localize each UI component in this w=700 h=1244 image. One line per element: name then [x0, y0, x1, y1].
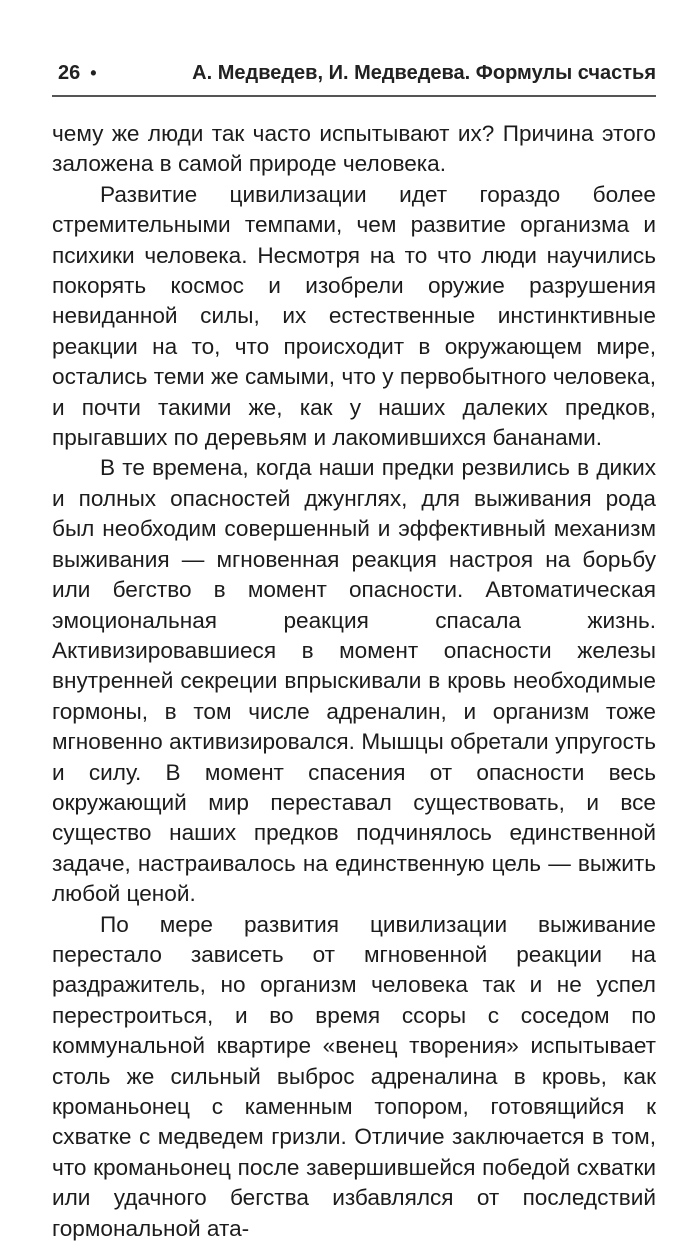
page-header: [52, 62, 656, 97]
header-bullet: •: [90, 63, 97, 83]
paragraph: чему же люди так часто испытывают их? Причина этого заложена в самой природе человека.: [52, 121, 656, 177]
paragraph: В те времена, когда наши предки резвились в диких и полных опасностей джунглях, для выживания рода был необходим совершенный и эффективный механизм выживания — мгновенная реакция настроя на борьбу или бегство в момент опасности. Автоматическая эмоциональная реакция спасала жизнь. Активизировавшиеся в момент опасности железы внутренней секреции впрыскивали в кровь необходимые гормоны, в том числе адреналин, и организм тоже мгновенно активизировался. Мышцы обретали упругость и силу. В момент спасения от опасности весь окружающий мир переставал существовать, и все существо наших предков подчинялось единственной задаче, настраивалось на единственную цель — выжить любой ценой.: [52, 455, 656, 907]
paragraph: По мере развития цивилизации выживание перестало зависеть от мгновенной реакции на раздражитель, но организм человека так и не успел перестроиться, и во время ссоры с соседом по коммунальной квартире «венец творения» испытывает столь же сильный выброс адреналина в кровь, как кроманьонец с каменным топором, готовящийся к схватке с медведем гризли. Отличие заключается в том, что кроманьонец после завершившейся победой схватки или удачного бегства избавлялся от последствий гормональной ата-: [52, 911, 656, 1241]
paragraph: Развитие цивилизации идет гораздо более стремительными темпами, чем развитие организма и психики человека. Несмотря на то что люди научились покорять космос и изобрели оружие разрушения невиданной силы, их естественные инстинктивные реакции на то, что происходит в окружающем мире, остались теми же самыми, что у первобытного человека, и почти такими же, как у наших далеких предков, прыгавших по деревьям и лакомившихся бананами.: [52, 181, 656, 451]
running-title: А. Медведев, И. Медведева. Формулы счастья: [192, 62, 656, 84]
page-number: 26: [58, 62, 81, 84]
header-left: [58, 62, 97, 85]
page-body: [52, 119, 656, 1244]
